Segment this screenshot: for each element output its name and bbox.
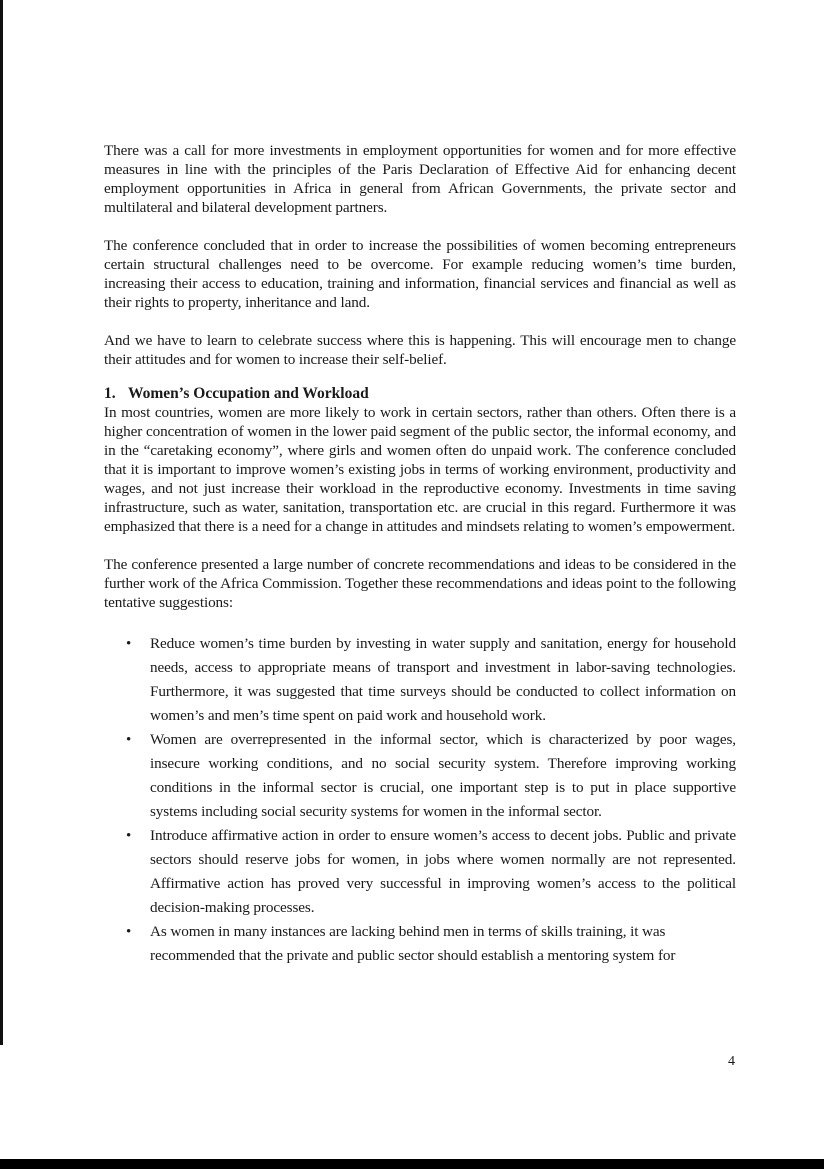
paragraph-entrepreneurs: The conference concluded that in order to increase the possibilities of women becoming entrepreneurs certain structural challenges need to be overcome. For example reducing women’s time burden, increasing their access to education, training and information, financial services and financial as well as their rights to property, inheritance and land. [104, 237, 736, 311]
recommendations-intro-paragraph: The conference presented a large number of concrete recommendations and ideas to be considered in the further work of the Africa Commission. Together these recommendations and ideas point to the following tentative suggestions: [104, 556, 736, 611]
recommendations-list [104, 632, 736, 968]
section-title: Women’s Occupation and Workload [128, 385, 369, 402]
list-item-text: Women are overrepresented in the informal sector, which is characterized by poor wages, insecure working conditions, and no social security system. Therefore improving working conditions in the informal sector is crucial, one important step is to put in place supportive systems including social security systems for women in the informal sector. [150, 731, 736, 820]
bullet-icon: • [126, 828, 132, 844]
list-item [104, 728, 736, 824]
bullet-icon: • [126, 732, 132, 748]
bullet-icon: • [126, 636, 132, 652]
paragraph-celebrate-success: And we have to learn to celebrate success where this is happening. This will encourage men to change their attitudes and for women to increase their self-belief. [104, 332, 736, 368]
list-item [104, 824, 736, 920]
paragraph-investments: There was a call for more investments in employment opportunities for women and for more effective measures in line with the principles of the Paris Declaration of Effective Aid for enhancing decent employment opportunities in Africa in general from African Governments, the private sector and multilateral and bilateral development partners. [104, 142, 736, 216]
list-item-text: As women in many instances are lacking behind men in terms of skills training, it was recommended that the private and public sector should establish a mentoring system for [150, 923, 676, 964]
list-item [104, 920, 736, 968]
scan-edge-bottom [0, 1159, 824, 1169]
page-number: 4 [728, 1054, 735, 1069]
section-intro-paragraph: In most countries, women are more likely to work in certain sectors, rather than others. Often there is a higher concentration of women in the lower paid segment of the public sector, the informal economy, and in the “caretaking economy”, where girls and women often do unpaid work. The conference concluded that it is important to improve women’s existing jobs in terms of working environment, productivity and wages, and not just increase their workload in the reproductive economy. Investments in time saving infrastructure, such as water, sanitation, transportation etc. are crucial in this regard. Furthermore it was emphasized that there is a need for a change in attitudes and mindsets relating to women’s empowerment. [104, 404, 736, 535]
section-number: 1. [104, 385, 116, 402]
bullet-icon: • [126, 924, 132, 940]
scan-edge-left [0, 0, 3, 1045]
list-item [104, 632, 736, 728]
list-item-text: Reduce women’s time burden by investing in water supply and sanitation, energy for household needs, access to appropriate means of transport and investment in labor-saving technologies. Furthermore, it was suggested that time surveys should be conducted to collect information on women’s and men’s time spent on paid work and household work. [150, 635, 736, 724]
list-item-text: Introduce affirmative action in order to ensure women’s access to decent jobs. Public and private sectors should reserve jobs for women, in jobs where women normally are not represented. Affirmative action has proved very successful in improving women’s access to the political decision-making processes. [150, 827, 736, 916]
document-page [104, 141, 736, 968]
section-heading [104, 384, 736, 403]
